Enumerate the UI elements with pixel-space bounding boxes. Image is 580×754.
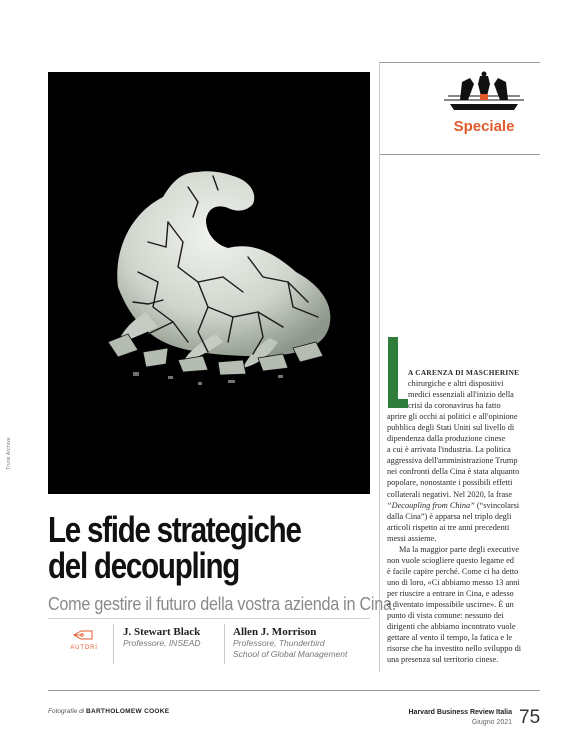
chess-pieces-icon: [440, 70, 528, 114]
article-title: [48, 509, 310, 586]
body-line-tail: (“svincolarsi: [474, 500, 520, 510]
body-line: medici essenziali all'inizio della: [408, 390, 514, 400]
body-line: aggressiva dell'amministrazione Trump: [387, 456, 518, 466]
body-line: non vuole sciogliere questo legame ed: [387, 555, 514, 565]
body-line: dipendenza dalla produzione cinese: [387, 434, 506, 444]
body-line: gettare al vento il tempo, la fatica e le: [387, 633, 513, 643]
body-line: una presenza sul territorio cinese.: [387, 655, 499, 665]
author-2-affiliation-1: Professore, Thunderbird: [233, 638, 325, 648]
magazine-name: Harvard Business Review Italia: [408, 709, 512, 716]
cover-photo: [48, 72, 370, 494]
body-line-italic: [387, 500, 541, 511]
article-subtitle: Come gestire il futuro della vostra azienda in Cina.: [48, 594, 396, 614]
paragraph-2: [387, 544, 541, 666]
title-line-1: Le sfide strategiche: [48, 509, 301, 550]
section-rule: [379, 154, 540, 155]
body-line: articoli rispetto ai tre anni precedenti: [387, 522, 510, 532]
paragraph-1: [387, 367, 541, 544]
author-1-affiliation: Professore, INSEAD: [123, 638, 201, 648]
lead-in: A CARENZA DI MASCHERINE: [408, 368, 520, 377]
author-1: [123, 626, 200, 649]
body-line: crisi da coronavirus ha fatto: [408, 401, 501, 411]
body-line: uno di loro, «Ci abbiamo messo 13 anni: [387, 577, 520, 587]
authors-top-rule: [48, 618, 370, 619]
body-line: dalla Cina”) è apparsa nel triplo degli: [387, 511, 512, 521]
cracked-porcelain-horse-image: [48, 72, 370, 494]
body-line: a cui è arrivata l'industria. La politica: [387, 445, 511, 455]
body-line: Ma la maggior parte degli executive: [399, 544, 520, 554]
footer-rule: [48, 690, 540, 691]
body-line: per riuscire a entrare in Cina, e adesso: [387, 588, 514, 598]
body-line: collaterali negativi. Nel 2020, la frase: [387, 489, 513, 499]
authors-label: AUTORI: [70, 645, 98, 651]
author-1-name: J. Stewart Black: [123, 626, 201, 638]
body-line: aprire gli occhi ai politici e all'opinione: [387, 412, 518, 422]
authors-divider-2: [224, 624, 225, 664]
article-body: [387, 367, 541, 665]
authors-divider-1: [113, 624, 114, 664]
body-line: risorse che ha investito nello sviluppo di: [387, 644, 522, 654]
credit-prefix: Fotografie di: [48, 708, 85, 715]
body-line: dirigenti che abbiamo incontrato vuole: [387, 622, 516, 632]
body-line: nei confronti della Cina è stata alquanto: [387, 467, 520, 477]
top-rule: [379, 62, 540, 63]
body-line: messi assieme.: [387, 533, 437, 543]
body-line: punto di vista comune: nessuno dei: [387, 611, 504, 621]
page-number: 75: [519, 707, 541, 728]
pen-nib-icon: [72, 628, 94, 642]
author-2: [233, 626, 347, 660]
author-2-affiliation-2: School of Global Management: [233, 649, 348, 659]
body-line: popolare, nonostante i possibili effetti: [387, 478, 513, 488]
body-line: è facile capire perché. Come ci ha detto: [387, 566, 519, 576]
issue-date: Giugno 2021: [471, 719, 512, 726]
title-line-2: del decoupling: [48, 545, 240, 586]
body-line: è diventato impossibile uscirne». È un: [387, 599, 514, 609]
photo-credit: [48, 708, 169, 715]
body-line: chirurgiche e altri dispositivi: [408, 379, 504, 389]
author-2-name: Allen J. Morrison: [233, 626, 317, 638]
italic-phrase: “Decoupling from China”: [387, 500, 475, 510]
column-divider: [379, 62, 380, 672]
section-label: Speciale: [453, 118, 515, 135]
body-line: pubblica degli Stati Uniti sul livello di: [387, 423, 515, 433]
photo-credit-vertical: Trunk Archive: [6, 437, 12, 470]
credit-name: BARTHOLOMEW COOKE: [85, 708, 170, 715]
